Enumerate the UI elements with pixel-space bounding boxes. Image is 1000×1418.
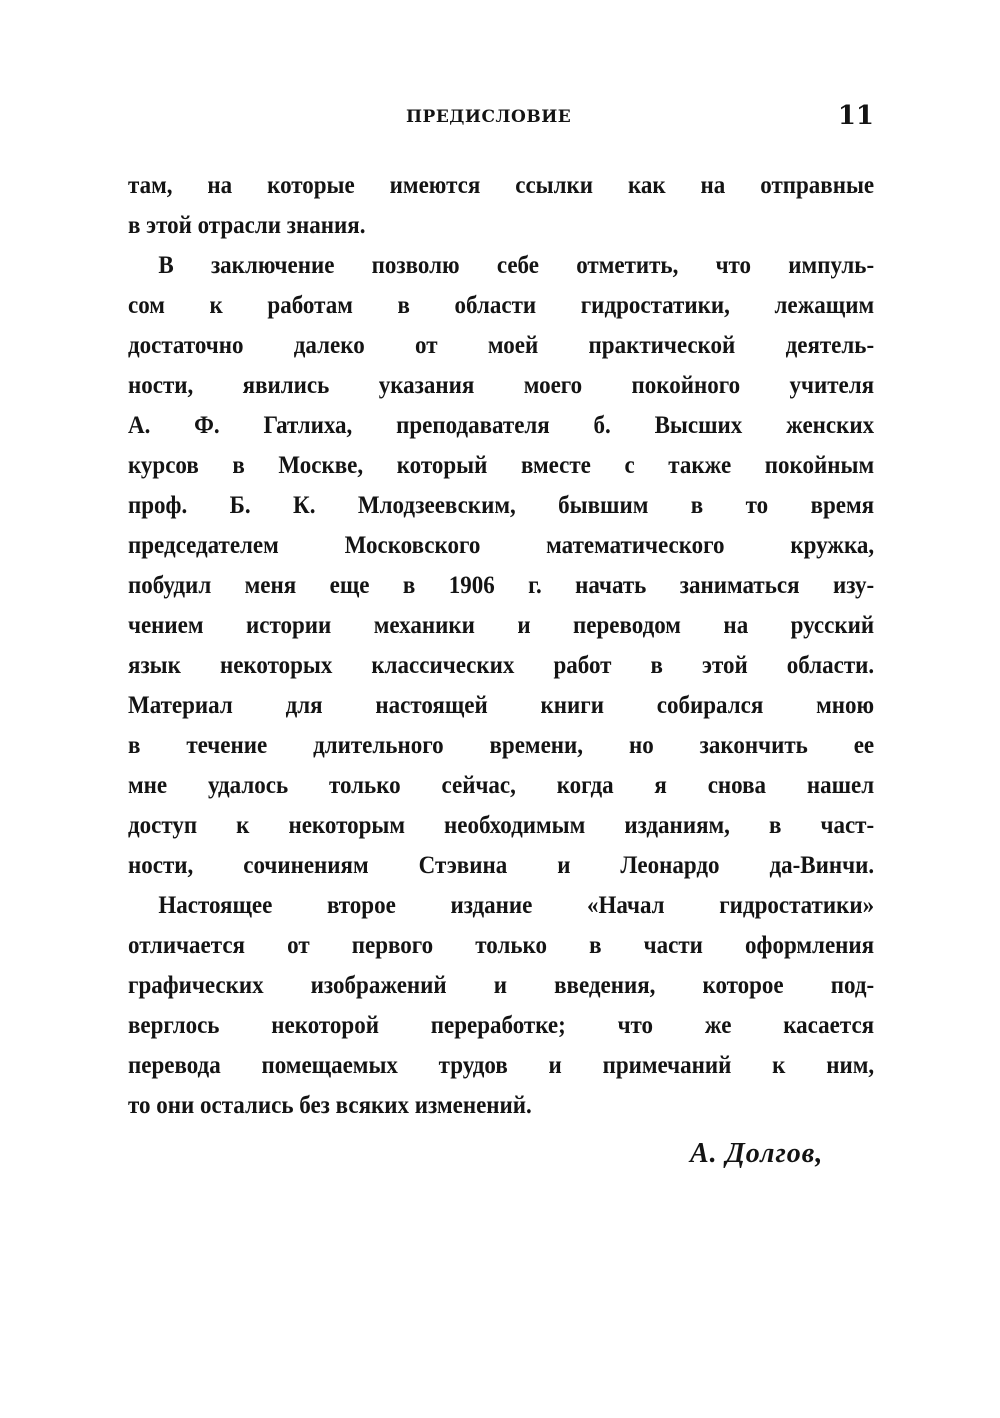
text-line: ности, сочинениям Стэвина и Леонардо да-Винчи. <box>128 852 875 879</box>
text-line: язык некоторых классических работ в этой области. <box>128 652 875 679</box>
text-line: доступ к некоторым необходимым изданиям, в част- <box>128 812 875 839</box>
text-line: то они остались без всяких изменений. <box>128 1092 532 1119</box>
text-line: А. Ф. Гатлиха, преподавателя б. Высших женских <box>128 412 875 439</box>
text-line: Настоящее второе издание «Начал гидростатики» <box>158 892 875 919</box>
text-line: перевода помещаемых трудов и примечаний к ним, <box>128 1052 875 1079</box>
text-line: В заключение позволю себе отметить, что импуль- <box>158 252 875 279</box>
text-line: графических изображений и введения, которое под- <box>128 972 875 999</box>
author-signature: А. Долгов, <box>690 1138 824 1169</box>
text-line: проф. Б. К. Млодзеевским, бывшим в то время <box>128 492 875 519</box>
text-line: в этой отрасли знания. <box>128 212 366 239</box>
text-line: верглось некоторой переработке; что же касается <box>128 1012 875 1039</box>
text-line: ности, явились указания моего покойного учителя <box>128 372 875 399</box>
text-line: в течение длительного времени, но закончить ее <box>128 732 875 759</box>
page-number: 11 <box>837 101 874 131</box>
running-title: ПРЕДИСЛОВИЕ <box>406 107 572 127</box>
text-line: сом к работам в области гидростатики, лежащим <box>128 292 875 319</box>
body-text <box>128 166 874 1126</box>
text-line: достаточно далеко от моей практической деятель- <box>128 332 875 359</box>
text-line: курсов в Москве, который вместе с также покойным <box>128 452 875 479</box>
text-line: там, на которые имеются ссылки как на отправные <box>128 172 875 199</box>
text-line: побудил меня еще в 1906 г. начать заниматься изу- <box>128 572 875 599</box>
text-line: чением истории механики и переводом на русский <box>128 612 875 639</box>
text-line: Материал для настоящей книги собирался мною <box>128 692 875 719</box>
running-head <box>128 101 874 137</box>
text-line: мне удалось только сейчас, когда я снова нашел <box>128 772 875 799</box>
text-line: отличается от первого только в части оформления <box>128 932 875 959</box>
text-line: председателем Московского математического кружка, <box>128 532 875 559</box>
